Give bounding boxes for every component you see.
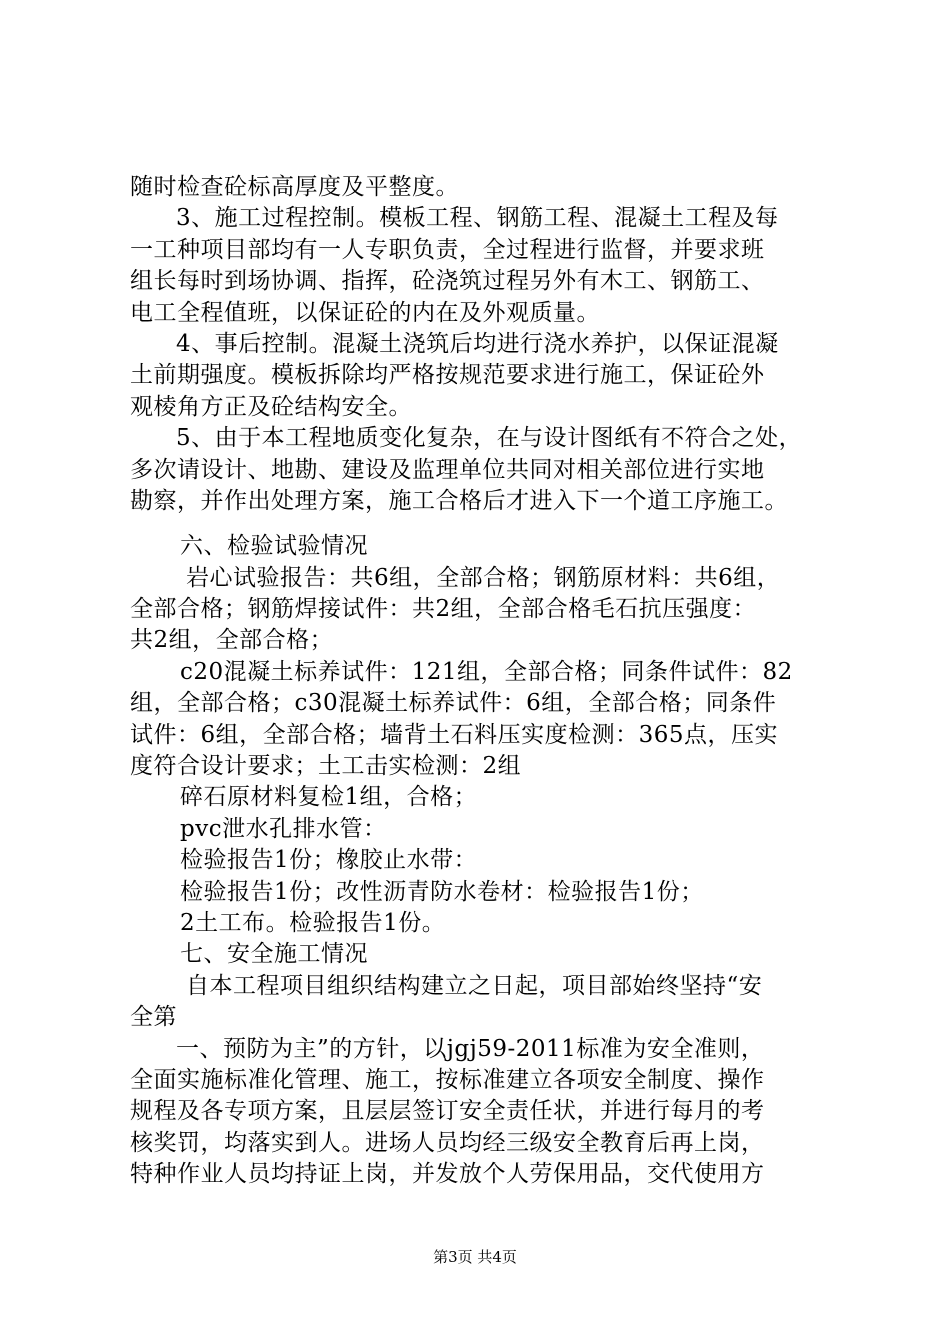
text-line: 勘察，并作出处理方案，施工合格后才进入下一个道工序施工。 [130, 487, 788, 514]
text-line: 试件：6组，全部合格；墙背土石料压实度检测：365点，压实 [130, 721, 779, 748]
text-line: 随时检查砼标高厚度及平整度。 [130, 174, 459, 200]
text-line: 电工全程值班，以保证砼的内在及外观质量。 [130, 299, 600, 326]
text-line: 4、事后控制。混凝土浇筑后均进行浇水养护，以保证混凝 [176, 330, 779, 357]
text-line: 全第 [130, 1004, 177, 1031]
paragraph-gap [130, 517, 840, 531]
text-line: 组，全部合格；c30混凝土标养试件：6组，全部合格；同条件 [130, 690, 777, 717]
text-line: 岩心试验报告：共6组，全部合格；钢筋原材料：共6组， [186, 564, 781, 591]
text-line: 自本工程项目组织结构建立之日起，项目部始终坚持“安 [186, 972, 763, 999]
text-line: 碎石原材料复检1组，合格； [180, 784, 478, 811]
text-line: 多次请设计、地勘、建设及监理单位共同对相关部位进行实地 [130, 456, 765, 483]
text-line: 2土工布。检验报告1份。 [180, 909, 446, 936]
text-line: 规程及各专项方案，且层层签订安全责任状，并进行每月的考 [130, 1098, 765, 1125]
text-line: 一、预防为主”的方针，以jgj59-2011标准为安全准则， [176, 1035, 765, 1062]
text-line: 核奖罚，均落实到人。进场人员均经三级安全教育后再上岗， [130, 1129, 765, 1156]
text-line: 检验报告1份；改性沥青防水卷材：检验报告1份； [180, 878, 704, 905]
text-line: 全面实施标准化管理、施工，按标准建立各项安全制度、操作 [130, 1066, 765, 1093]
text-line: 全部合格；钢筋焊接试件：共2组，全部合格毛石抗压强度： [130, 596, 757, 623]
text-line: 土前期强度。模板拆除均严格按规范要求进行施工，保证砼外 [130, 362, 765, 389]
text-line: 3、施工过程控制。模板工程、钢筋工程、混凝土工程及每 [176, 205, 779, 232]
text-line: 5、由于本工程地质变化复杂，在与设计图纸有不符合之处， [176, 425, 803, 452]
text-line: 一工种项目部均有一人专职负责，全过程进行监督，并要求班 [130, 236, 765, 263]
text-line: 共2组，全部合格； [130, 627, 334, 654]
section-heading: 七、安全施工情况 [180, 941, 368, 968]
page-number-footer: 第3页 共4页 [433, 1248, 517, 1266]
text-line: 度符合设计要求；土工击实检测：2组 [130, 753, 522, 780]
text-line: 组长每时到场协调、指挥，砼浇筑过程另外有木工、钢筋工、 [130, 268, 765, 295]
document-body [130, 172, 840, 1191]
text-line: 检验报告1份；橡胶止水带： [180, 847, 478, 874]
text-line: 观棱角方正及砼结构安全。 [130, 393, 412, 420]
text-line: c20混凝土标养试件：121组，全部合格；同条件试件：82 [180, 658, 793, 685]
text-line: 特种作业人员均持证上岗，并发放个人劳保用品，交代使用方 [130, 1161, 765, 1188]
text-line: pvc泄水孔排水管： [180, 815, 387, 842]
section-heading: 六、检验试验情况 [180, 533, 368, 560]
